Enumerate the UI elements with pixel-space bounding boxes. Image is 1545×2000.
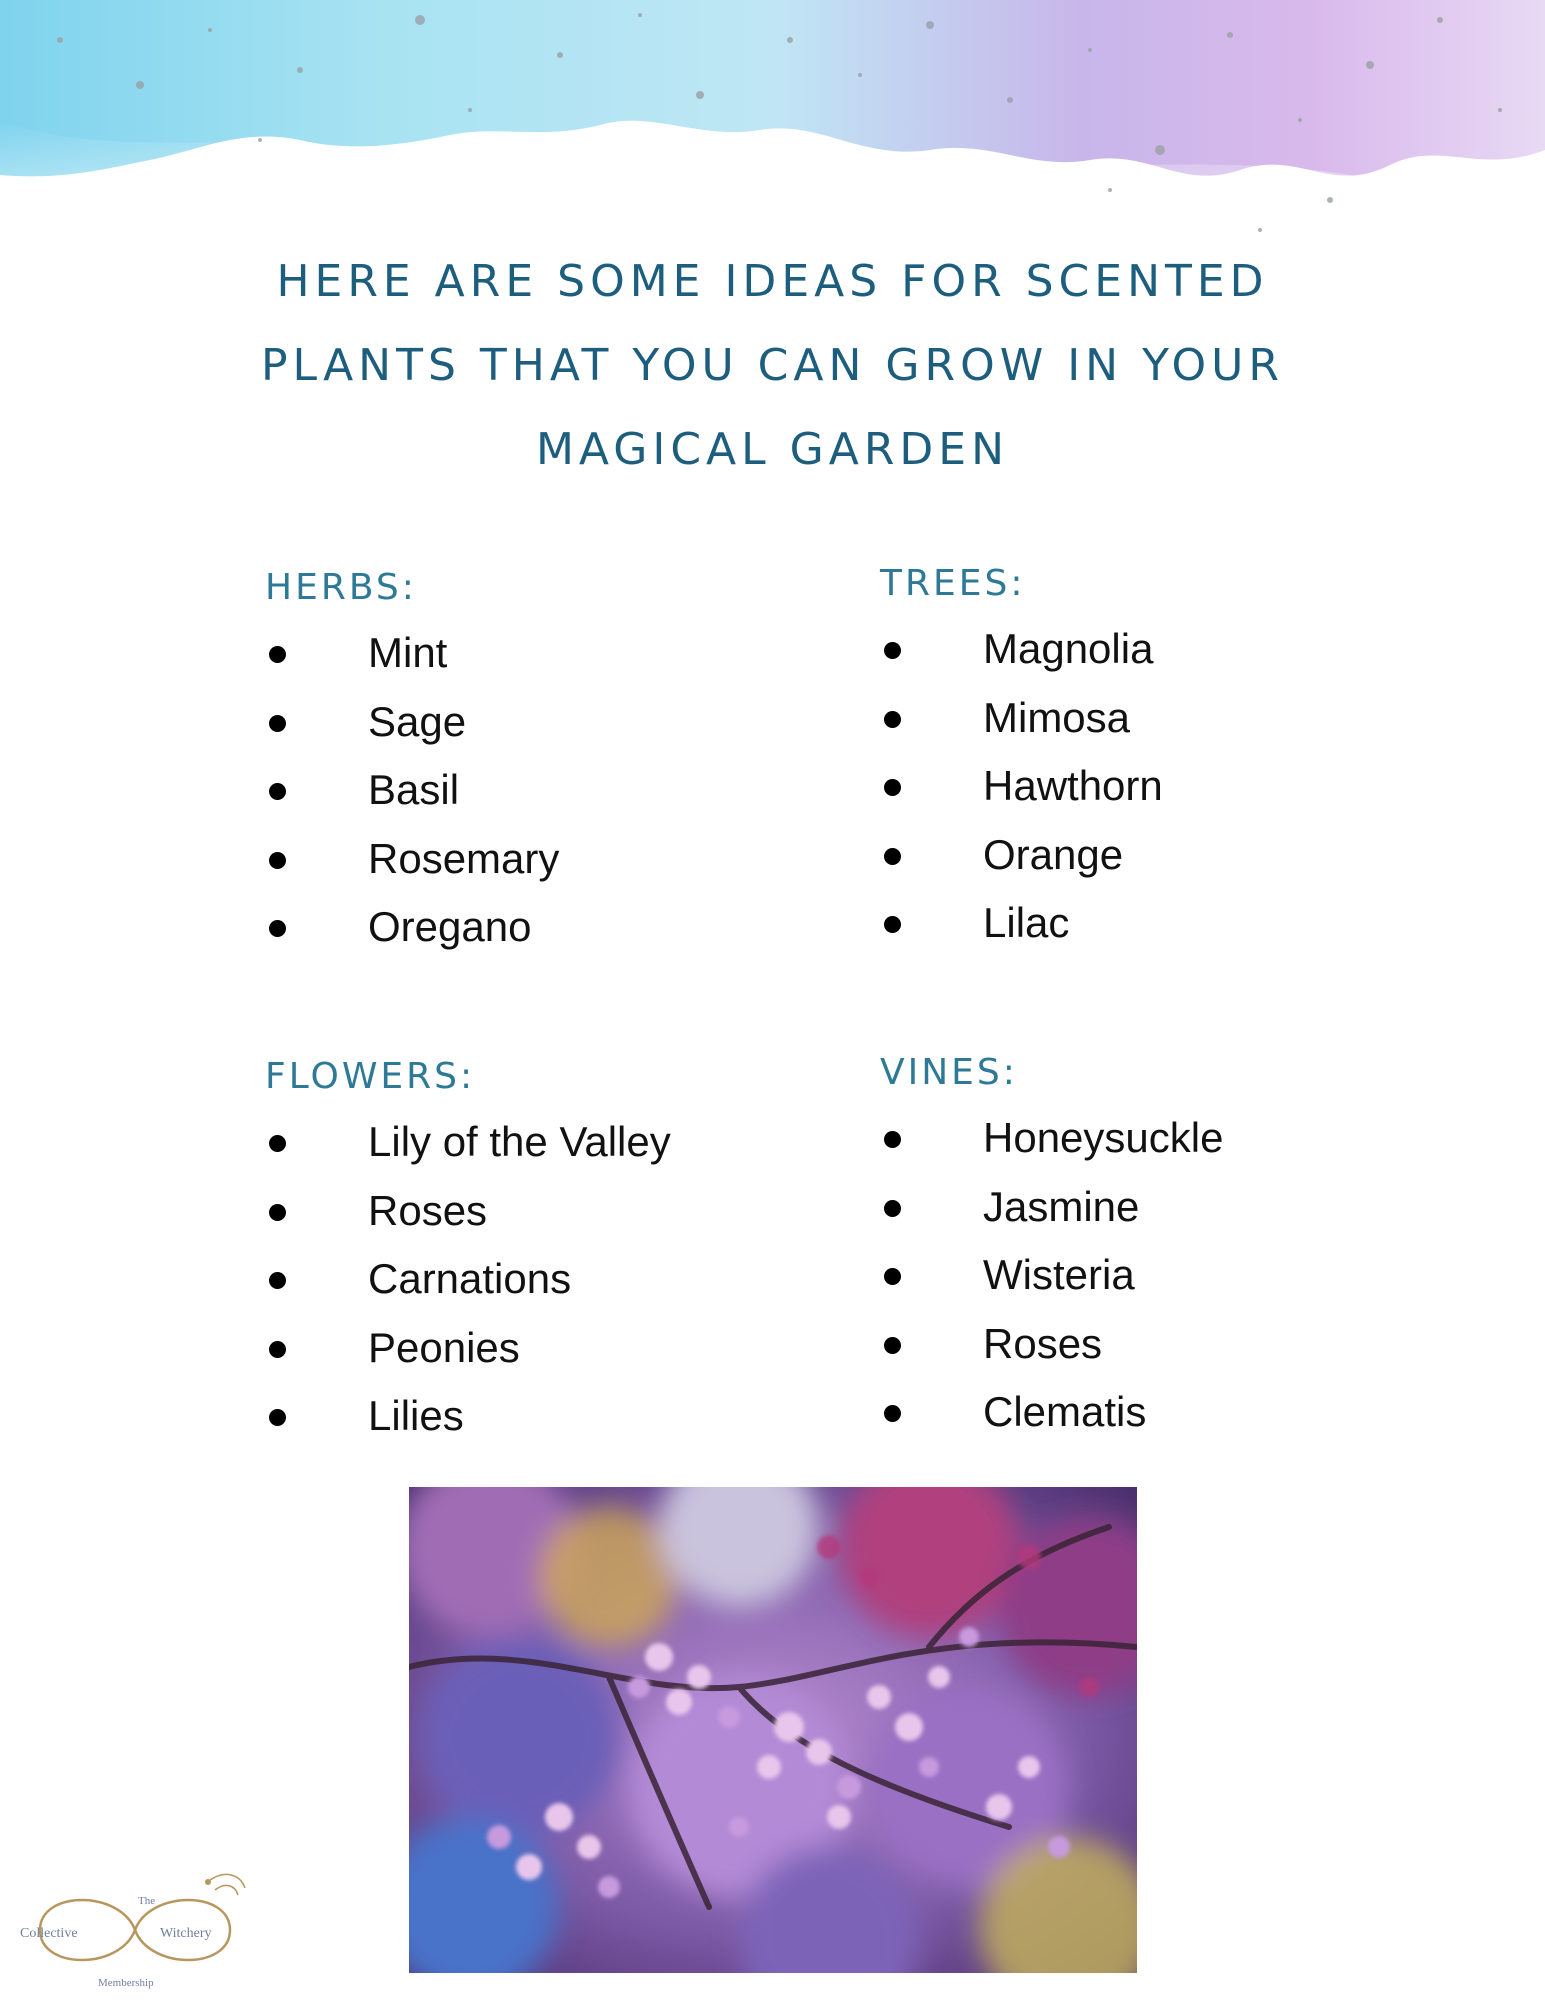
list-item: Hawthorn <box>880 752 1480 821</box>
list-item: Magnolia <box>880 615 1480 684</box>
blossom-photo <box>409 1487 1137 1973</box>
list-item: Oregano <box>265 893 865 962</box>
list-item: Carnations <box>265 1245 865 1314</box>
list-item: Lily of the Valley <box>265 1108 865 1177</box>
collective-witchery-logo <box>10 1860 260 1992</box>
bullet-icon <box>884 1268 901 1285</box>
bullet-icon <box>269 1341 286 1358</box>
list-item: Orange <box>880 821 1480 890</box>
list-item: Lilac <box>880 889 1480 958</box>
list-item: Mint <box>265 619 865 688</box>
bullet-icon <box>884 1131 901 1148</box>
bullet-icon <box>269 1409 286 1426</box>
bullet-icon <box>884 848 901 865</box>
list-item: Rosemary <box>265 825 865 894</box>
bullet-icon <box>269 1272 286 1289</box>
title-line-3: MAGICAL GARDEN <box>535 424 1010 475</box>
list-item: Roses <box>880 1310 1480 1379</box>
bullet-icon <box>269 783 286 800</box>
list-item: Clematis <box>880 1378 1480 1447</box>
flowers-title: FLOWERS: <box>265 1056 476 1097</box>
bullet-icon <box>884 1405 901 1422</box>
bullet-icon <box>269 646 286 663</box>
bullet-icon <box>269 1204 286 1221</box>
bullet-icon <box>884 779 901 796</box>
bullet-icon <box>269 715 286 732</box>
trees-section <box>880 553 1480 958</box>
list-item: Honeysuckle <box>880 1104 1480 1173</box>
title-line-1: HERE ARE SOME IDEAS FOR SCENTED <box>276 256 1269 307</box>
herbs-title: HERBS: <box>265 567 417 608</box>
herbs-section <box>265 557 865 962</box>
bullet-icon <box>884 916 901 933</box>
list-item: Mimosa <box>880 684 1480 753</box>
logo-witchery: Witchery <box>160 1926 212 1941</box>
list-item: Sage <box>265 688 865 757</box>
page-title <box>150 240 1395 492</box>
bullet-icon <box>884 1337 901 1354</box>
bullet-icon <box>884 642 901 659</box>
vines-section <box>880 1042 1480 1447</box>
logo-membership: Membership <box>98 1977 154 1989</box>
logo-the: The <box>138 1895 156 1907</box>
bullet-icon <box>269 920 286 937</box>
list-item: Lilies <box>265 1382 865 1451</box>
list-item: Wisteria <box>880 1241 1480 1310</box>
bullet-icon <box>884 711 901 728</box>
trees-title: TREES: <box>880 563 1026 604</box>
list-item: Jasmine <box>880 1173 1480 1242</box>
title-line-2: PLANTS THAT YOU CAN GROW IN YOUR <box>261 340 1284 391</box>
list-item: Roses <box>265 1177 865 1246</box>
bullet-icon <box>269 852 286 869</box>
bullet-icon <box>269 1135 286 1152</box>
bullet-icon <box>884 1200 901 1217</box>
logo-collective: Collective <box>20 1926 78 1941</box>
list-item: Peonies <box>265 1314 865 1383</box>
flowers-section <box>265 1046 865 1451</box>
vines-title: VINES: <box>880 1052 1018 1093</box>
list-item: Basil <box>265 756 865 825</box>
